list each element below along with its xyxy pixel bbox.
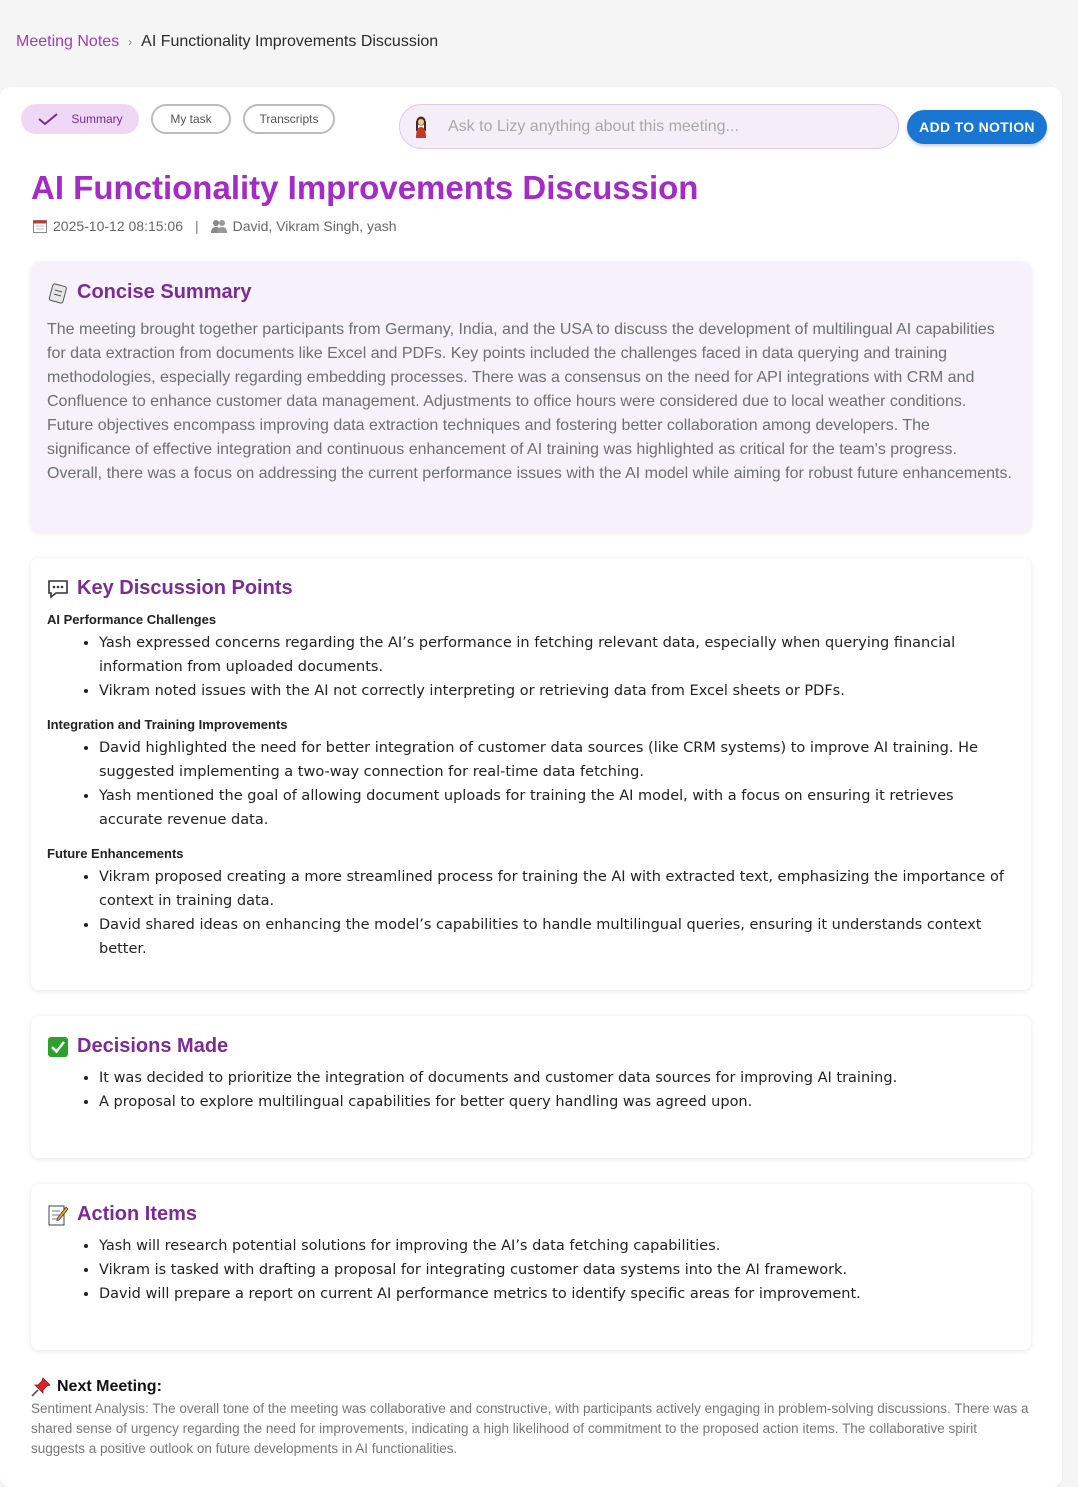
list-item: • David shared ideas on enhancing the model’s capabilities to handle multilingual queries, ensuring it understands context better.: [99, 913, 1015, 961]
action-items-title: Action Items: [77, 1203, 198, 1225]
concise-summary-card: [31, 262, 1031, 532]
breadcrumb-separator: ›: [128, 35, 133, 49]
meeting-datetime: 2025-10-12 08:15:06: [53, 218, 183, 234]
list-item: • David will prepare a report on current AI performance metrics to identify specific areas for improvement.: [99, 1282, 1015, 1306]
list-item: • It was decided to prioritize the integration of documents and customer data sources for improving AI training.: [99, 1066, 1015, 1090]
speech-bubble-icon: [47, 578, 69, 600]
breadcrumb-meeting-notes-link[interactable]: Meeting Notes: [16, 33, 120, 50]
next-meeting-label: Next Meeting:: [57, 1378, 162, 1395]
list-item: • Yash mentioned the goal of allowing document uploads for training the AI model, with a focus on ensuring it retrieves accurate revenue data.: [99, 784, 1015, 832]
memo-icon: [47, 1204, 69, 1226]
key-discussion-card: [31, 558, 1031, 990]
lizy-avatar-icon: [412, 115, 430, 139]
section-integration-title: Integration and Training Improvements: [47, 717, 288, 732]
section-integration-list: [47, 736, 1015, 832]
section-ai-performance-list: [47, 631, 1015, 703]
next-meeting-heading: [31, 1377, 1031, 1397]
tab-my-task-label: My task: [170, 112, 212, 126]
list-item: • Yash will research potential solutions for improving the AI’s data fetching capabilities.: [99, 1234, 1015, 1258]
page-title: AI Functionality Improvements Discussion: [31, 169, 699, 206]
list-item: • Vikram proposed creating a more streamlined process for training the AI with extracted text, emphasizing the importance of context in training data.: [99, 865, 1015, 913]
section-ai-performance-title: AI Performance Challenges: [47, 612, 217, 627]
ask-lizy-bar[interactable]: [399, 104, 899, 149]
decisions-heading: [47, 1035, 1015, 1058]
meeting-meta: [33, 218, 397, 234]
list-item: • David highlighted the need for better integration of customer data sources (like CRM systems) to improve AI training. He suggested implementing a two-way connection for real-time data fetching.: [99, 736, 1015, 784]
tab-my-task[interactable]: [151, 104, 231, 134]
action-items-card: [31, 1184, 1031, 1350]
calendar-icon: [33, 219, 47, 233]
ask-lizy-input[interactable]: [446, 117, 870, 137]
section-future-list: [47, 865, 1015, 961]
breadcrumb: [16, 33, 438, 51]
checkmark-box-icon: [47, 1036, 69, 1058]
people-icon: [211, 219, 227, 233]
decisions-list: [47, 1066, 1015, 1114]
decisions-title: Decisions Made: [77, 1035, 229, 1057]
list-item: • Vikram is tasked with drafting a proposal for integrating customer data systems into the AI framework.: [99, 1258, 1015, 1282]
tab-transcripts-label: Transcripts: [259, 112, 319, 126]
breadcrumb-current: AI Functionality Improvements Discussion: [141, 33, 439, 50]
tab-summary-label: Summary: [71, 112, 123, 126]
meeting-participants: David, Vikram Singh, yash: [232, 218, 397, 234]
key-discussion-title: Key Discussion Points: [77, 577, 293, 599]
concise-summary-text: The meeting brought together participants from Germany, India, and the USA to discuss the development of multilingual AI capabilities for data extraction from documents like Excel and PDFs. Key points included the challenges faced in data querying and training methodologies, especially regarding embedding processes. There was a consensus on the need for API integrations with CRM and Confluence to enhance customer data management. Adjustments to office hours were considered due to local weather conditions. Future objectives encompass improving data extraction techniques and fostering better collaboration among developers. The significance of effective integration and continuous enhancement of AI training was highlighted as critical for the team's progress. Overall, there was a focus on addressing the current performance issues with the AI model while aiming for robust future enhancements.: [47, 321, 1012, 482]
concise-summary-heading: [47, 281, 1015, 304]
list-item: • Vikram noted issues with the AI not correctly interpreting or retrieving data from Excel sheets or PDFs.: [99, 679, 1015, 703]
tab-transcripts[interactable]: [243, 104, 335, 134]
tab-bar: [21, 104, 335, 134]
list-item: • A proposal to explore multilingual capabilities for better query handling was agreed upon.: [99, 1090, 1015, 1114]
add-to-notion-button[interactable]: ADD TO NOTION: [907, 110, 1047, 144]
meta-separator: |: [195, 218, 199, 234]
concise-summary-title: Concise Summary: [77, 281, 252, 303]
action-items-heading: [47, 1203, 1015, 1226]
list-item: • Yash expressed concerns regarding the AI’s performance in fetching relevant data, especially when querying financial information from uploaded documents.: [99, 631, 1015, 679]
next-meeting-section: [31, 1377, 1031, 1459]
tab-summary[interactable]: [21, 104, 139, 134]
decisions-card: [31, 1016, 1031, 1158]
key-discussion-heading: [47, 577, 1015, 600]
sentiment-analysis-text: Sentiment Analysis: The overall tone of the meeting was collaborative and constructive, with participants actively engaging in problem-solving discussions. There was a shared sense of urgency regarding the need for improvements, indicating a high likelihood of commitment to the proposed action items. The collaborative spirit suggests a positive outlook on future developments in AI functionalities.: [31, 1401, 1029, 1456]
notepad-icon: [47, 282, 69, 304]
section-future-title: Future Enhancements: [47, 846, 184, 861]
check-icon: [37, 112, 59, 126]
action-items-list: [47, 1234, 1015, 1306]
pushpin-icon: [31, 1377, 51, 1397]
